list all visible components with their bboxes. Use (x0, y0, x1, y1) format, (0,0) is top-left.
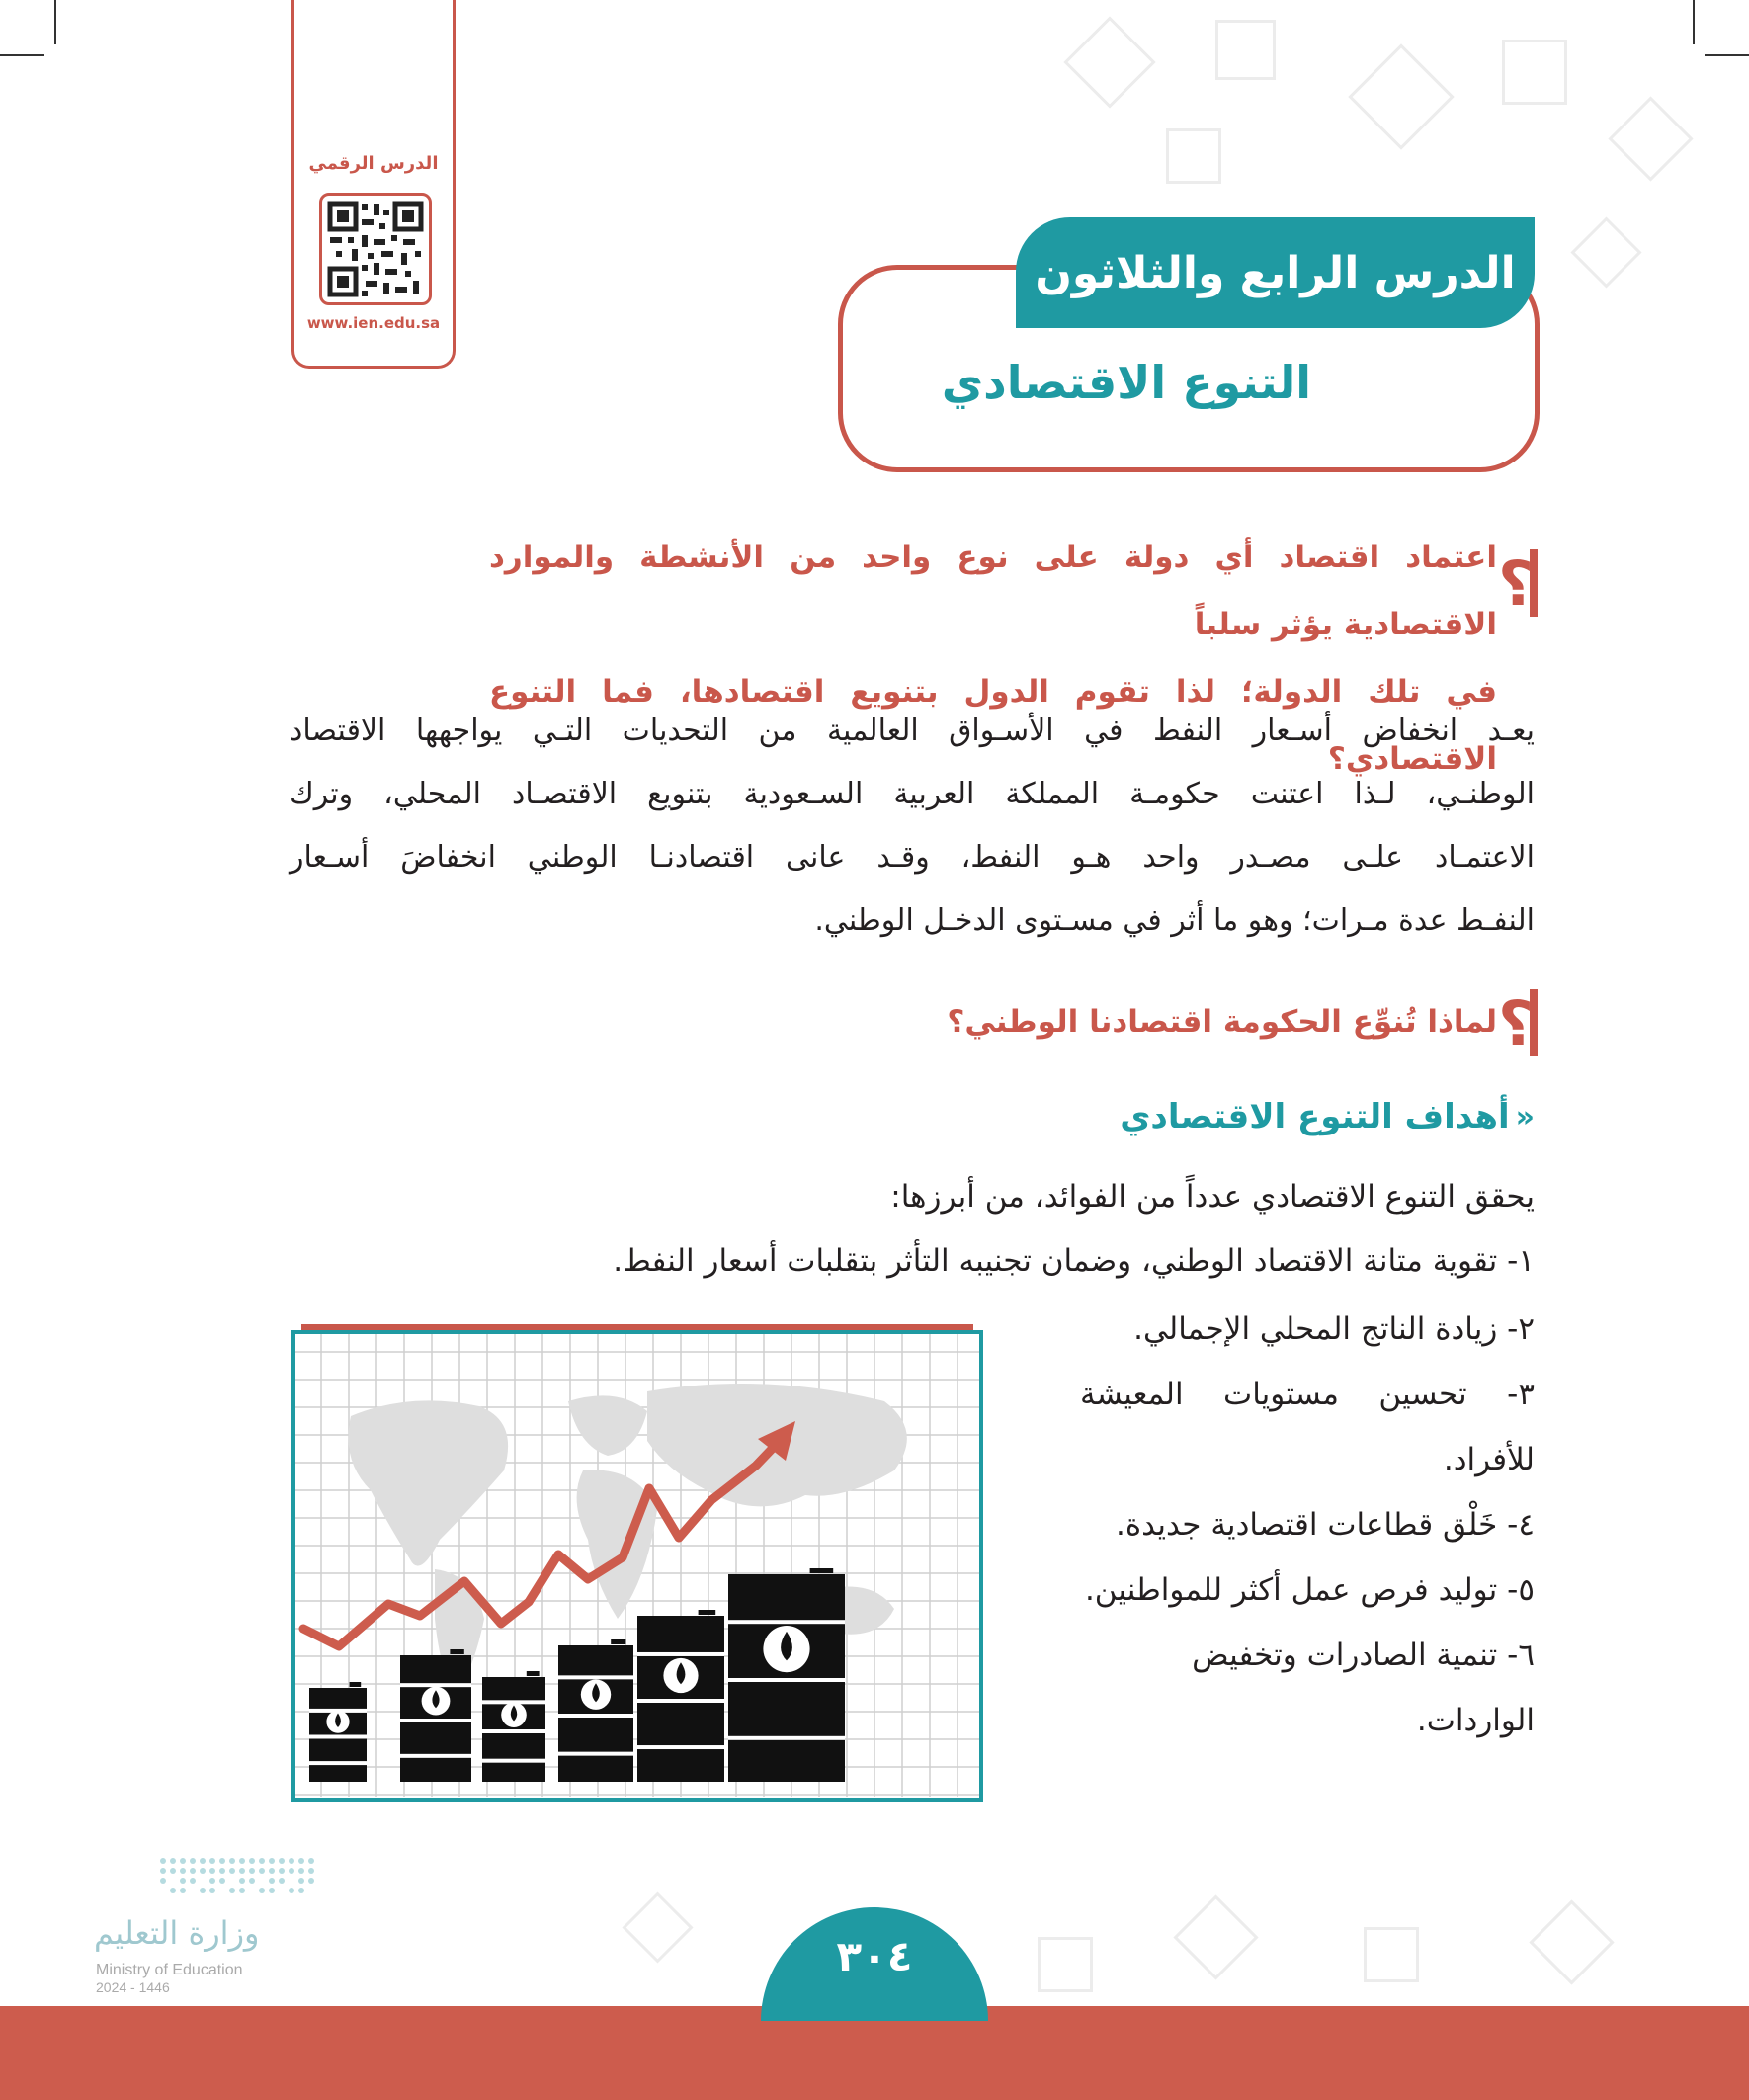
goal-item: ٣- تحسين مستويات المعيشة للأفراد. (1080, 1377, 1535, 1477)
page-number: ٣٠٤ (836, 1932, 913, 1980)
goals-intro: يحقق التنوع الاقتصادي عدداً من الفوائد، من أبرزها: (890, 1179, 1535, 1215)
crop-mark (54, 0, 56, 44)
oil-barrel-icon (558, 1639, 633, 1782)
ministry-name-ar: وزارة التعليم (94, 1914, 260, 1952)
paragraph-line: الاعتمـاد علـى مصـدر واحد هـو النفط، وقـد عانى اقتصادنـا الوطني انخفاضَ أسـعار (290, 840, 1535, 875)
crop-mark (1693, 0, 1695, 44)
digital-lesson-url[interactable]: www.ien.edu.sa (306, 314, 441, 332)
ministry-name-en: Ministry of Education (96, 1962, 243, 1978)
oil-barrel-icon (400, 1649, 471, 1782)
oil-barrel-icon (637, 1610, 724, 1782)
oil-barrel-icon (482, 1671, 545, 1782)
digital-lesson-label: الدرس الرقمي (308, 153, 439, 174)
why-question: لماذا تُنوِّع الحكومة اقتصادنا الوطني؟ (947, 1004, 1497, 1040)
lesson-title: التنوع الاقتصادي (941, 356, 1312, 409)
goal-item: ١- تقوية متانة الاقتصاد الوطني، وضمان تجنيبه التأثر بتقلبات أسعار النفط. (613, 1243, 1535, 1279)
intro-paragraph (290, 700, 1535, 953)
paragraph-line: الوطنـي، لـذا اعتنت حكومـة المملكة العربية السـعودية بتنويع الاقتصـاد المحلي، وترك (290, 777, 1535, 811)
goal-item: ٢- زيادة الناتج المحلي الإجمالي. (1133, 1311, 1535, 1347)
ministry-dots-icon (94, 1853, 341, 1912)
goal-item: ٥- توليد فرص عمل أكثر للمواطنين. (1084, 1572, 1535, 1608)
qr-code-icon[interactable] (319, 193, 432, 305)
crop-mark (0, 54, 44, 56)
paragraph-line: النفـط عدة مـرات؛ وهو ما أثر في مسـتوى الدخـل الوطني. (814, 903, 1535, 938)
intro-question-line: اعتماد اقتصاد أي دولة على نوع واحد من الأنشطة والموارد الاقتصادية يؤثر سلباً (489, 540, 1497, 642)
goals-heading (1120, 1097, 1535, 1136)
crop-mark (1705, 54, 1749, 56)
oil-barrel-icon (309, 1682, 367, 1782)
oil-barrels-growth-illustration (292, 1322, 983, 1802)
intro-question-line: في تلك الدولة؛ لذا تقوم الدول بتنويع اقتصادها، فما التنوع الاقتصادي؟ (489, 674, 1497, 777)
paragraph-line: يعـد انخفاض أسـعار النفط في الأسـواق العالمية من التحديات التـي يواجهها الاقتصاد (290, 714, 1535, 748)
oil-barrel-icon (728, 1568, 845, 1782)
digital-lesson-card[interactable] (292, 0, 456, 369)
question-mark-icon: ؟ (1494, 544, 1538, 623)
goal-item: ٤- خَلْق قطاعات اقتصادية جديدة. (1116, 1507, 1535, 1543)
double-chevron-icon: « (1515, 1099, 1535, 1134)
lesson-number: الدرس الرابع والثلاثون (1035, 247, 1516, 298)
goals-heading-text: أهداف التنوع الاقتصادي (1120, 1097, 1510, 1136)
edition-year: 2024 - 1446 (96, 1979, 170, 1995)
goal-item: ٦- تنمية الصادرات وتخفيض الواردات. (1192, 1638, 1535, 1738)
lesson-number-banner (1016, 217, 1535, 328)
question-mark-icon: ؟ (1494, 983, 1538, 1062)
ministry-logo (94, 1853, 341, 1995)
